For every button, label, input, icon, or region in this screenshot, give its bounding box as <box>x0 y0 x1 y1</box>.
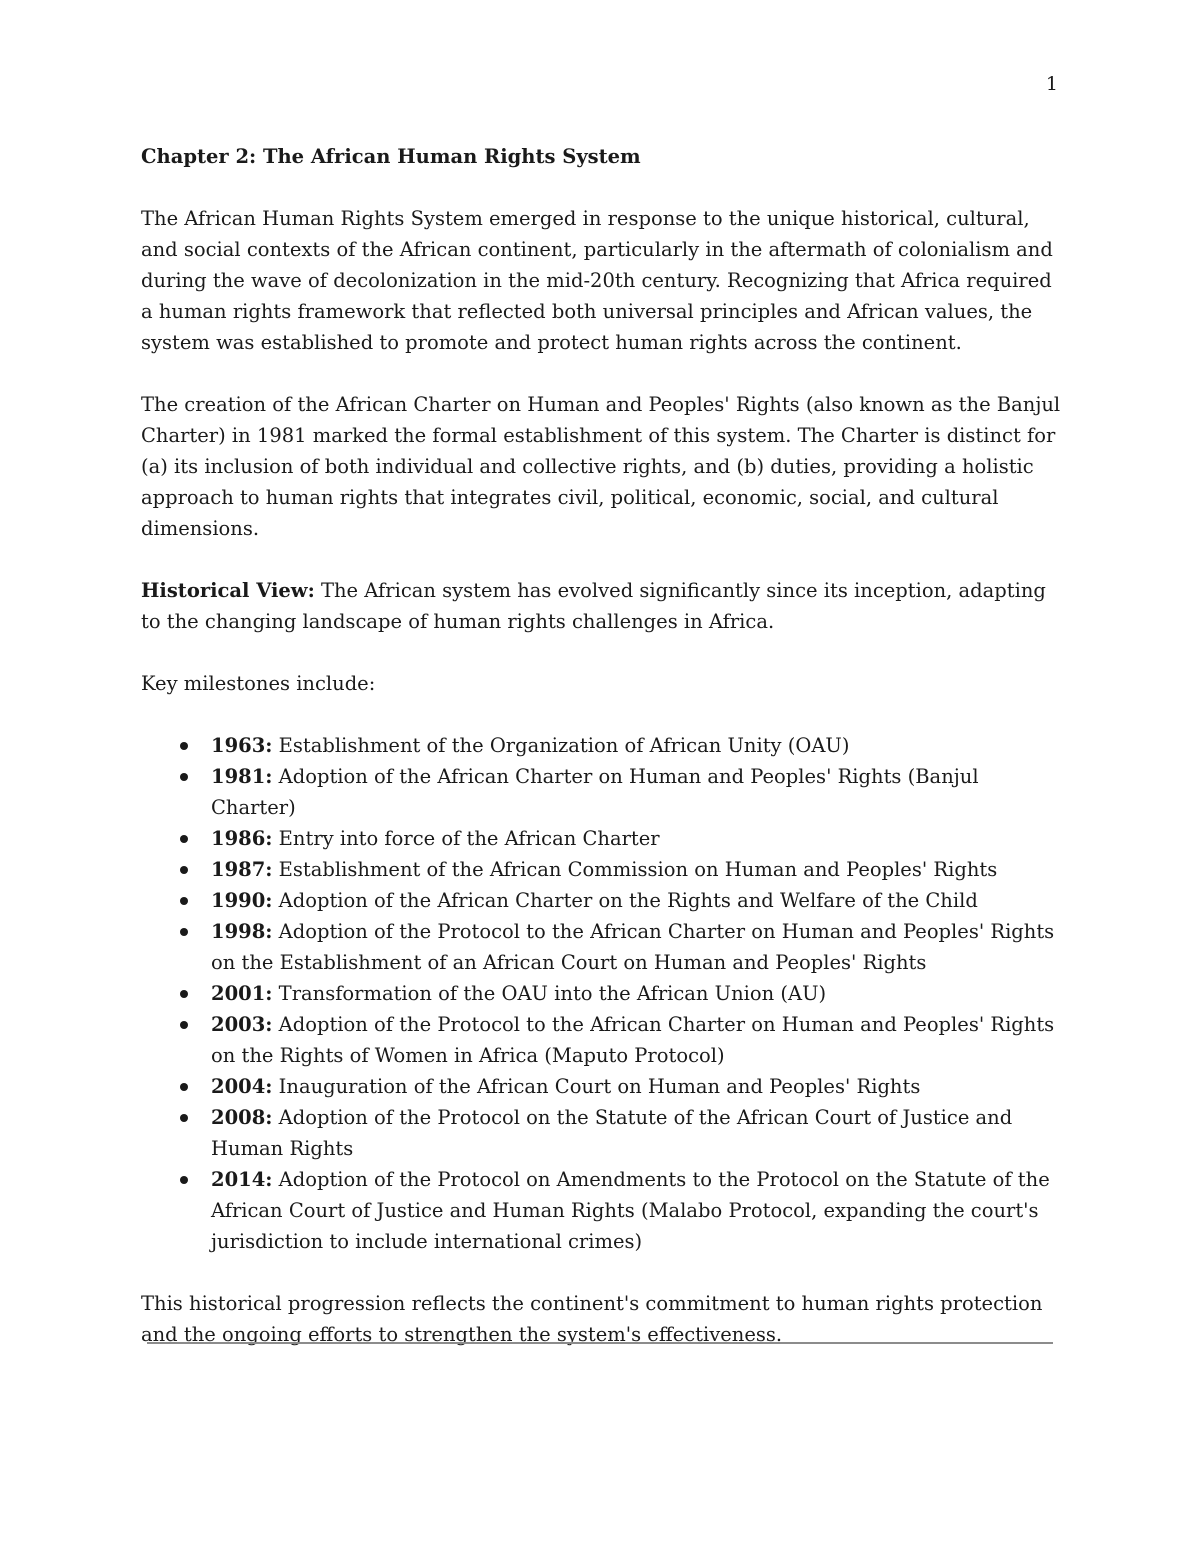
bullet-icon <box>180 897 188 905</box>
bullet-icon <box>180 835 188 843</box>
horizontal-divider <box>147 1342 1053 1344</box>
milestone-year: 1981: <box>211 765 273 788</box>
charter-paragraph: The creation of the African Charter on Human and Peoples' Rights (also known as the Banjul Charter) in 1981 marked the formal establishment of this system. The Charter is distinct for (a) its inclusion of both individual and collective rights, and (b) duties, providing a holistic approach to human rights that integrates civil, political, economic, social, and cultural dimensions. <box>141 393 1061 540</box>
list-item <box>141 1009 1061 1071</box>
intro-paragraph: The African Human Rights System emerged in response to the unique historical, cultural, and social contexts of the African continent, particularly in the aftermath of colonialism and during the wave of decolonization in the mid-20th century. Recognizing that Africa required a human rights framework that reflected both universal principles and African values, the system was established to promote and protect human rights across the continent. <box>141 207 1053 354</box>
bullet-icon <box>180 990 188 998</box>
bullet-icon <box>180 742 188 750</box>
historical-view-label: Historical View: <box>141 579 315 602</box>
milestone-text: Adoption of the Protocol on Amendments to the Protocol on the Statute of the African Court of Justice and Human Rights (Malabo Protocol, expanding the court's jurisdiction to include international crimes) <box>211 1168 1050 1253</box>
milestone-text: Establishment of the African Commission on Human and Peoples' Rights <box>272 858 998 881</box>
milestone-text: Entry into force of the African Charter <box>272 827 660 850</box>
bullet-icon <box>180 866 188 874</box>
list-item <box>141 978 1061 1009</box>
list-item <box>141 1164 1061 1257</box>
milestone-text: Adoption of the Protocol to the African Charter on Human and Peoples' Rights on the Establishment of an African Court on Human and Peoples' Rights <box>211 920 1055 974</box>
historical-view-paragraph <box>141 575 1061 637</box>
milestones-list <box>141 730 1061 1257</box>
bullet-icon <box>180 1114 188 1122</box>
list-item <box>141 730 1061 761</box>
milestone-year: 2004: <box>211 1075 273 1098</box>
conclusion-paragraph: This historical progression reflects the continent's commitment to human rights protection and the ongoing efforts to strengthen the system's effectiveness. <box>141 1292 1043 1346</box>
chapter-title: Chapter 2: The African Human Rights System <box>141 145 641 168</box>
milestone-year: 1986: <box>211 827 273 850</box>
milestone-year: 2014: <box>211 1168 273 1191</box>
milestone-year: 2001: <box>211 982 273 1005</box>
milestone-text: Adoption of the Protocol on the Statute of the African Court of Justice and Human Rights <box>211 1106 1013 1160</box>
document-body <box>141 141 1061 1381</box>
list-item <box>141 823 1061 854</box>
milestone-text: Inauguration of the African Court on Human and Peoples' Rights <box>272 1075 921 1098</box>
historical-view-text: The African system has evolved significantly since its inception, adapting to the changing landscape of human rights challenges in Africa. <box>141 579 1046 633</box>
milestone-year: 2003: <box>211 1013 273 1036</box>
list-item <box>141 854 1061 885</box>
milestones-intro: Key milestones include: <box>141 672 376 695</box>
list-item <box>141 1102 1061 1164</box>
milestone-year: 2008: <box>211 1106 273 1129</box>
milestone-year: 1987: <box>211 858 273 881</box>
list-item <box>141 916 1061 978</box>
milestone-text: Adoption of the Protocol to the African Charter on Human and Peoples' Rights on the Rights of Women in Africa (Maputo Protocol) <box>211 1013 1055 1067</box>
bullet-icon <box>180 1083 188 1091</box>
list-item <box>141 885 1061 916</box>
milestone-year: 1963: <box>211 734 273 757</box>
list-item <box>141 761 1061 823</box>
bullet-icon <box>180 928 188 936</box>
milestone-text: Adoption of the African Charter on Human and Peoples' Rights (Banjul Charter) <box>211 765 979 819</box>
milestone-year: 1990: <box>211 889 273 912</box>
milestone-year: 1998: <box>211 920 273 943</box>
milestone-text: Transformation of the OAU into the African Union (AU) <box>272 982 827 1005</box>
bullet-icon <box>180 773 188 781</box>
bullet-icon <box>180 1021 188 1029</box>
milestone-text: Adoption of the African Charter on the Rights and Welfare of the Child <box>272 889 978 912</box>
bullet-icon <box>180 1176 188 1184</box>
milestone-text: Establishment of the Organization of African Unity (OAU) <box>272 734 850 757</box>
page-number: 1 <box>1045 73 1058 95</box>
list-item <box>141 1071 1061 1102</box>
